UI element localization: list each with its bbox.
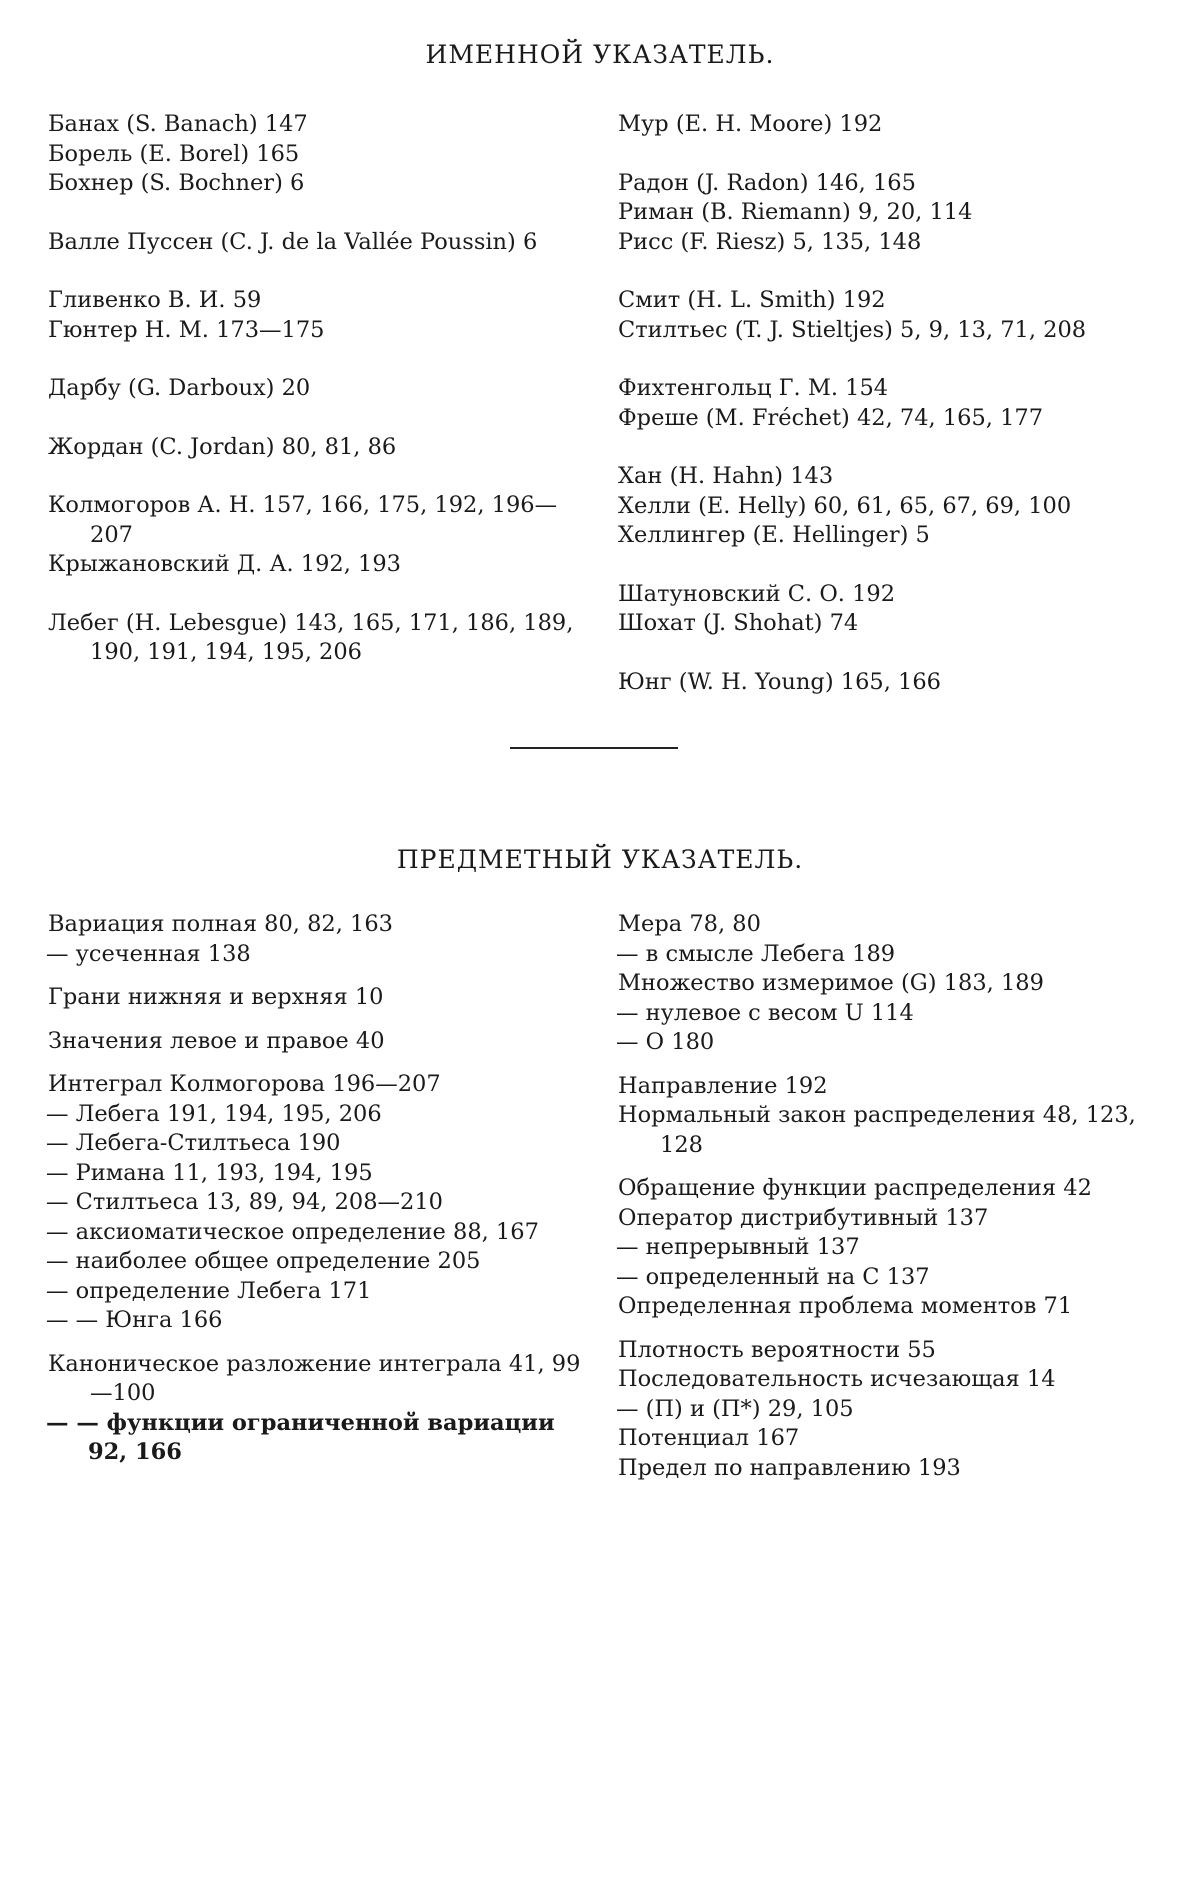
index-entry: Каноническое разложение интеграла 41, 99—100 [48, 1350, 581, 1406]
index-subentry: — (П) и (П*) 29, 105 [616, 1395, 854, 1422]
index-entry: Смит (H. L. Smith) 192 [618, 287, 886, 313]
index-entry: Потенциал 167 [618, 1425, 800, 1451]
entry-spacer [48, 199, 588, 228]
index-subentry: — определение Лебега 171 [46, 1277, 372, 1304]
entry-spacer [48, 257, 588, 286]
index-subentry: — Лебега 191, 194, 195, 206 [46, 1100, 382, 1127]
entry-spacer [618, 1160, 1158, 1174]
index-entry: Предел по направлению 193 [618, 1454, 961, 1481]
index-entry: Нормальный закон распределения 48, 123, 128 [618, 1102, 1136, 1158]
index-subentry: — — Юнга 166 [46, 1307, 223, 1333]
index-entry: Стилтьес (T. J. Stieltjes) 5, 9, 13, 71, 208 [618, 316, 1087, 343]
subject-index-right-column [618, 910, 1158, 1483]
entry-spacer [618, 1058, 1158, 1072]
index-entry: Юнг (W. H. Young) 165, 166 [618, 668, 941, 695]
index-entry: Шатуновский С. О. 192 [618, 580, 896, 607]
index-entry: Колмогоров А. Н. 157, 166, 175, 192, 196—207 [48, 492, 558, 548]
index-subentry: — O 180 [616, 1029, 715, 1055]
index-subentry: — наиболее общее определение 205 [46, 1248, 481, 1274]
index-entry: Валле Пуссен (C. J. de la Vallée Poussin) 6 [48, 228, 538, 255]
index-subentry: — непрерывный 137 [616, 1234, 860, 1260]
index-entry: Направление 192 [618, 1072, 828, 1099]
index-subentry: — нулевое с весом U 114 [616, 999, 914, 1026]
index-entry: Радон (J. Radon) 146, 165 [618, 169, 916, 196]
index-entry: Банах (S. Banach) 147 [48, 111, 308, 137]
name-index-right-column [618, 110, 1158, 697]
entry-spacer [48, 404, 588, 433]
index-entry: Грани нижняя и верхняя 10 [48, 984, 384, 1010]
subject-index-title: ПРЕДМЕТНЫЙ УКАЗАТЕЛЬ. [396, 845, 804, 874]
entry-spacer [618, 257, 1158, 286]
index-entry: Крыжановский Д. А. 192, 193 [48, 551, 401, 577]
index-entry: Хелли (E. Helly) 60, 61, 65, 67, 69, 100 [618, 492, 1072, 519]
subject-index-left-column [48, 910, 588, 1468]
entry-spacer [618, 639, 1158, 668]
index-subentry: — Лебега-Стилтьеса 190 [46, 1130, 341, 1156]
index-entry: Лебег (H. Lebesgue) 143, 165, 171, 186, 189, 190, 191, 194, 195, 206 [48, 609, 574, 665]
entry-spacer [618, 140, 1158, 169]
index-subentry: — Римана 11, 193, 194, 195 [46, 1159, 373, 1186]
entry-spacer [618, 345, 1158, 374]
index-entry: Последовательность исчезающая 14 [618, 1366, 1056, 1392]
index-entry: Шохат (J. Shohat) 74 [618, 610, 859, 636]
index-subentry: — аксиоматическое определение 88, 167 [46, 1218, 539, 1245]
entry-spacer [48, 580, 588, 609]
index-entry: Мера 78, 80 [618, 911, 761, 937]
index-subentry: — в смысле Лебега 189 [616, 940, 896, 967]
index-entry: Фреше (M. Fréchet) 42, 74, 165, 177 [618, 404, 1044, 431]
index-entry: Множество измеримое (G) 183, 189 [618, 970, 1044, 996]
index-subentry: — усеченная 138 [46, 940, 251, 967]
index-entry: Мур (E. H. Moore) 192 [618, 111, 883, 137]
index-entry: Гюнтер Н. М. 173—175 [48, 316, 325, 343]
index-entry: Определенная проблема моментов 71 [618, 1293, 1073, 1319]
index-entry: Вариация полная 80, 82, 163 [48, 911, 393, 937]
entry-spacer [48, 462, 588, 491]
index-entry: Фихтенгольц Г. М. 154 [618, 375, 889, 401]
index-entry: Гливенко В. И. 59 [48, 287, 262, 313]
index-entry: Дарбу (G. Darboux) 20 [48, 375, 311, 401]
index-subentry: — определенный на C 137 [616, 1263, 930, 1290]
index-entry: Риман (B. Riemann) 9, 20, 114 [618, 199, 973, 225]
index-entry: Рисс (F. Riesz) 5, 135, 148 [618, 228, 922, 255]
entry-spacer [48, 1336, 588, 1350]
name-index-left-column [48, 110, 588, 668]
index-subentry: — Стилтьеса 13, 89, 94, 208—210 [46, 1189, 443, 1215]
index-entry: Жордан (C. Jordan) 80, 81, 86 [48, 433, 397, 460]
index-entry: Оператор дистрибутивный 137 [618, 1204, 989, 1231]
entry-spacer [618, 551, 1158, 580]
index-entry: Значения левое и правое 40 [48, 1027, 385, 1054]
index-entry: Бохнер (S. Bochner) 6 [48, 170, 305, 196]
index-entry: Обращение функции распределения 42 [618, 1175, 1092, 1201]
name-index-title: ИМЕННОЙ УКАЗАТЕЛЬ. [425, 40, 775, 69]
entry-spacer [48, 1056, 588, 1070]
index-entry: Интеграл Колмогорова 196—207 [48, 1071, 441, 1097]
index-subentry: — — функции ограниченной вариации 92, 166 [46, 1409, 555, 1465]
index-entry: Плотность вероятности 55 [618, 1336, 936, 1363]
entry-spacer [48, 969, 588, 983]
entry-spacer [618, 433, 1158, 462]
entry-spacer [48, 1013, 588, 1027]
section-divider [510, 747, 678, 749]
entry-spacer [48, 345, 588, 374]
index-entry: Хеллингер (E. Hellinger) 5 [618, 522, 930, 548]
index-entry: Борель (E. Borel) 165 [48, 140, 300, 167]
index-entry: Хан (H. Hahn) 143 [618, 463, 834, 489]
entry-spacer [618, 1322, 1158, 1336]
